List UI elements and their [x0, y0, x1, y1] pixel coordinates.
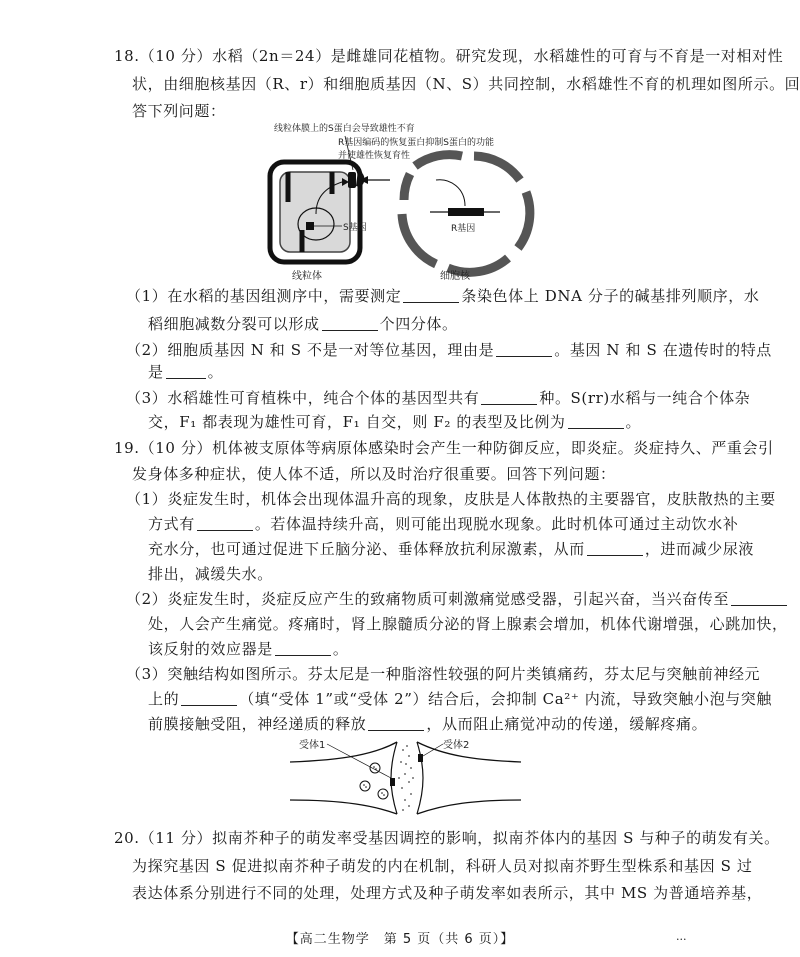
- answer-blank[interactable]: [403, 288, 459, 303]
- q18-line-3: 答下列问题：: [132, 102, 226, 120]
- answer-blank[interactable]: [197, 516, 253, 531]
- q20-line-2: 为探究基因 S 促进拟南芥种子萌发的内在机制，科研人员对拟南芥野生型株系和基因 S 过: [132, 857, 753, 875]
- q19-p3-line-3: 前膜接触受阻，神经递质的释放 ，从而阻止痛觉冲动的传递，缓解疼痛。: [148, 715, 708, 733]
- answer-blank[interactable]: [368, 716, 424, 731]
- answer-blank[interactable]: [568, 414, 624, 429]
- q19-p1-line-2: 方式有 。若体温持续升高，则可能出现脱水现象。此时机体可通过主动饮水补: [148, 515, 739, 533]
- answer-blank[interactable]: [181, 691, 237, 706]
- nucleus-label: 细胞核: [440, 271, 470, 282]
- annotation-s-protein: 线粒体膜上的S蛋白会导致雄性不育: [274, 124, 415, 134]
- receptor-1-label: 受体1: [299, 740, 326, 751]
- synaptic-vesicles: [360, 763, 388, 799]
- q18-p3-line-1: （3）水稻雄性可育植株中，纯合个体的基因型共有 种。S(rr)水稻与一纯合个体杂: [126, 389, 751, 407]
- annotation-r-protein: R基因编码的恢复蛋白抑制S蛋白的功能: [338, 138, 494, 148]
- q18-p3-line-2: 交，F₁ 都表现为雄性可育，F₁ 自交，则 F₂ 的表型及比例为 。: [148, 413, 642, 431]
- answer-blank[interactable]: [481, 390, 537, 405]
- answer-blank[interactable]: [322, 316, 378, 331]
- rice-sterility-diagram: [250, 118, 550, 283]
- q19-line-2: 发身体多种症状，使人体不适，所以及时治疗很重要。回答下列问题：: [132, 465, 616, 483]
- corner-mark: ...: [676, 930, 687, 943]
- q19-p3-line-2: 上的 （填“受体 1”或“受体 2”）结合后，会抑制 Ca²⁺ 内流，导致突触小泡与突触: [148, 690, 772, 708]
- synapse-diagram: [285, 738, 525, 816]
- answer-blank[interactable]: [731, 591, 787, 606]
- answer-blank[interactable]: [166, 364, 206, 379]
- q18-p1-line-2: 稻细胞减数分裂可以形成 个四分体。: [148, 315, 458, 333]
- neurotransmitter-dots: [398, 745, 414, 811]
- q20-line-3: 表达体系分别进行不同的处理，处理方式及种子萌发率如表所示，其中 MS 为普通培养基，: [132, 884, 763, 902]
- r-gene-label: R基因: [451, 224, 476, 234]
- receptor-2-label: 受体2: [443, 740, 470, 751]
- s-gene-label: S基因: [343, 223, 367, 233]
- presynaptic-membrane-bottom: [290, 800, 397, 814]
- receptor-1: [390, 778, 395, 786]
- postsynaptic-membrane-bottom: [417, 800, 521, 814]
- q18-line-1: 18.（10 分）水稻（2n＝24）是雌雄同花植物。研究发现，水稻雄性的可育与不育是一对相对性: [114, 47, 784, 65]
- r-gene: [448, 208, 484, 216]
- q20-line-1: 20.（11 分）拟南芥种子的萌发率受基因调控的影响，拟南芥体内的基因 S 与种子的萌发有关。: [114, 829, 780, 847]
- receptor-2: [418, 754, 423, 762]
- q19-p2-line-2: 处，人会产生痛觉。疼痛时，肾上腺髓质分泌的肾上腺素会增加，机体代谢增强，心跳加快，: [148, 615, 788, 633]
- q19-p1-line-1: （1）炎症发生时，机体会出现体温升高的现象，皮肤是人体散热的主要器官，皮肤散热的主要: [126, 490, 776, 508]
- q19-p2-line-1: （2）炎症发生时，炎症反应产生的致痛物质可刺激痛觉感受器，引起兴奋，当兴奋传至: [126, 589, 789, 609]
- q18-line-2: 状，由细胞核基因（R、r）和细胞质基因（N、S）共同控制，水稻雄性不育的机理如图所示。回: [132, 75, 800, 93]
- s-protein: [348, 172, 356, 188]
- annotation-restore: 并使雄性恢复育性: [338, 151, 411, 161]
- q19-p1-line-4: 排出，减缓失水。: [148, 565, 273, 583]
- q19-line-1: 19.（10 分）机体被支原体等病原体感染时会产生一种防御反应，即炎症。炎症持久、严重会引: [114, 439, 774, 457]
- q18-p1-line-1: （1）在水稻的基因组测序中，需要测定 条染色体上 DNA 分子的碱基排列顺序，水: [126, 287, 760, 305]
- q18-p2-line-1: （2）细胞质基因 N 和 S 不是一对等位基因，理由是 。基因 N 和 S 在遗传时的特点: [126, 341, 772, 359]
- answer-blank[interactable]: [587, 541, 643, 556]
- q19-p2-line-3: 该反射的效应器是 。: [148, 640, 349, 658]
- answer-blank[interactable]: [275, 641, 331, 656]
- page-footer: 【高二生物学 第 5 页（共 6 页）】: [285, 932, 515, 947]
- answer-blank[interactable]: [496, 342, 552, 357]
- q18-p2-line-2: 是 。: [148, 363, 224, 381]
- q19-p3-line-1: （3）突触结构如图所示。芬太尼是一种脂溶性较强的阿片类镇痛药，芬太尼与突触前神经元: [126, 665, 761, 683]
- q19-p1-line-3: 充水分，也可通过促进下丘脑分泌、垂体释放抗利尿激素，从而 ，进而减少尿液: [148, 540, 755, 558]
- mitochondrion-label: 线粒体: [292, 271, 322, 282]
